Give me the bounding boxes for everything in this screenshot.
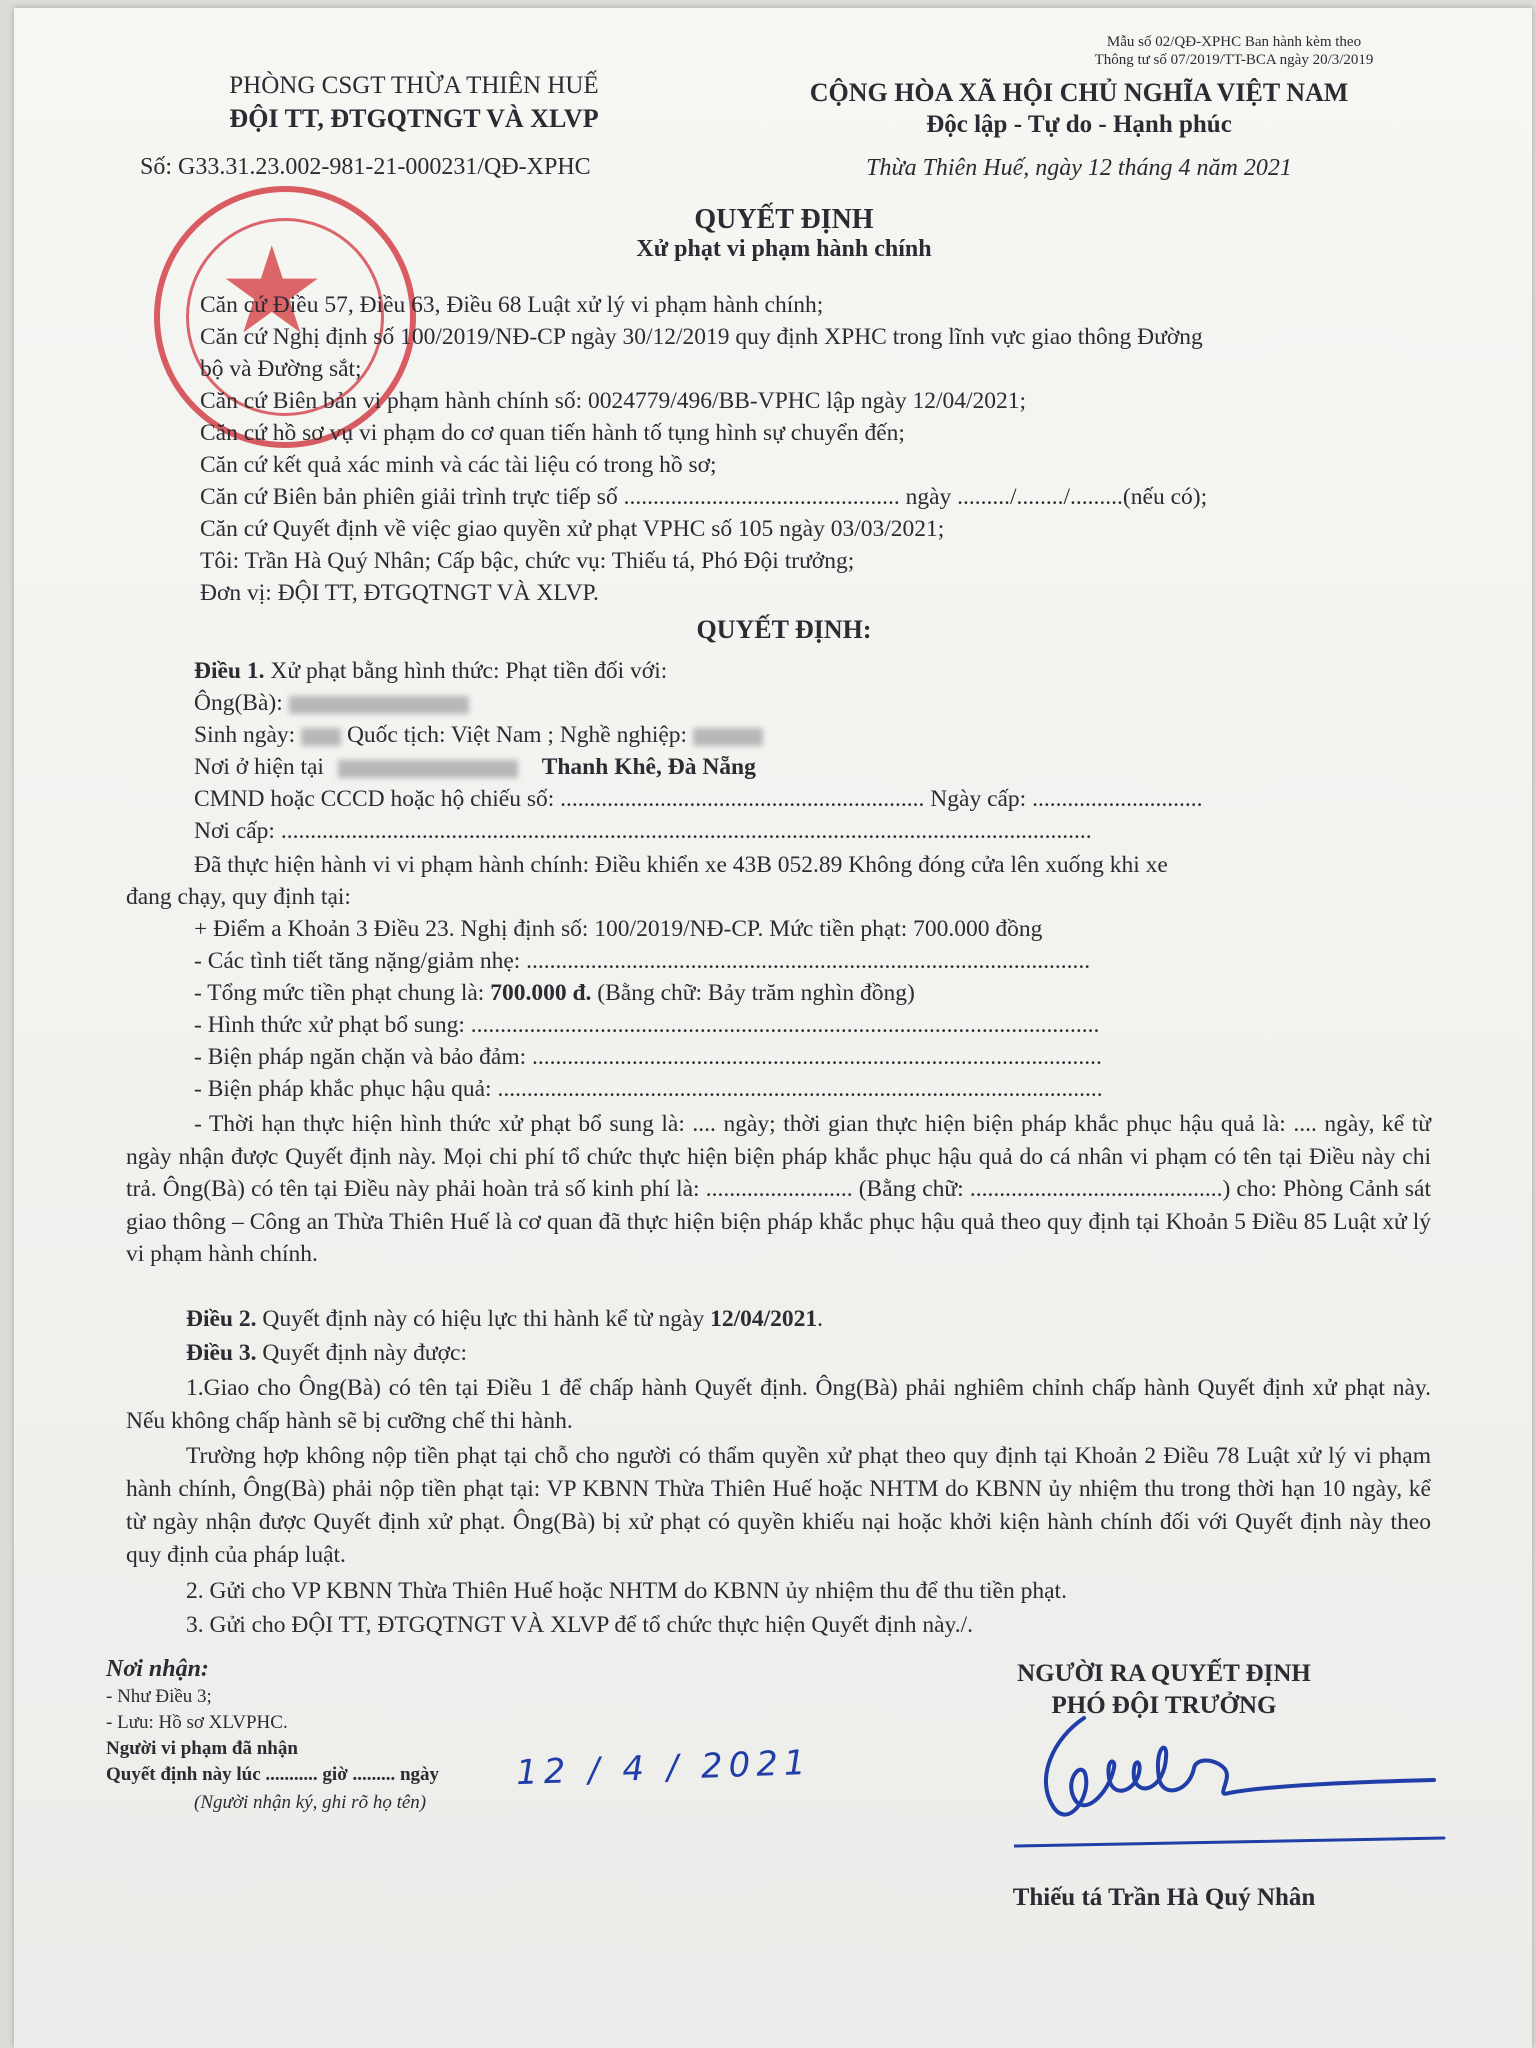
prevention-measures: - Biện pháp ngăn chặn và bảo đảm: ................................................................................................. [194, 1044, 1102, 1070]
preamble-line: Căn cứ Biên bản vi phạm hành chính số: 0024779/496/BB-VPHC lập ngày 12/04/2021; [200, 388, 1027, 414]
received-time: Quyết định này lúc ........... giờ ......... ngày [106, 1764, 440, 1785]
preamble-line: Tôi: Trần Hà Quý Nhân; Cấp bậc, chức vụ: Thiếu tá, Phó Đội trưởng; [200, 548, 855, 574]
unit-name: ĐỘI TT, ĐTGQTNGT VÀ XLVP [229, 104, 599, 133]
violation-line: đang chạy, quy định tại: [126, 884, 351, 910]
agency-name: PHÒNG CSGT THỪA THIÊN HUẾ [229, 72, 599, 99]
preamble-line: Căn cứ Nghị định số 100/2019/NĐ-CP ngày 30/12/2019 quy định XPHC trong lĩnh vực giao thông Đường [200, 324, 1203, 350]
motto: Độc lập - Tự do - Hạnh phúc [926, 111, 1232, 138]
article3-item3: 3. Gửi cho ĐỘI TT, ĐTGQTNGT VÀ XLVP để tổ chức thực hiện Quyết định này./. [186, 1612, 974, 1638]
article3-item2: 2. Gửi cho VP KBNN Thừa Thiên Huế hoặc NHTM do KBNN ủy nhiệm thu để thu tiền phạt. [186, 1578, 1067, 1604]
country-name: CỘNG HÒA XÃ HỘI CHỦ NGHĨA VIỆT NAM [809, 78, 1349, 107]
preamble-line: Căn cứ Biên bản phiên giải trình trực tiếp số ............................................... ngày ........./......../.........(nếu có); [200, 484, 1208, 510]
preamble-line: Đơn vị: ĐỘI TT, ĐTGQTNGT VÀ XLVP. [200, 580, 599, 606]
additional-penalty: - Hình thức xử phạt bổ sung: ........................................................................................................... [194, 1012, 1100, 1038]
violator-birth: Sinh ngày: Quốc tịch: Việt Nam ; Nghề nghiệp: [194, 720, 763, 750]
total-fine: - Tổng mức tiền phạt chung là: 700.000 đ. (Bằng chữ: Bảy trăm nghìn đồng) [194, 980, 915, 1006]
article2: Điều 2. Quyết định này có hiệu lực thi hành kể từ ngày 12/04/2021. [186, 1306, 824, 1332]
deadline-paragraph: - Thời hạn thực hiện hình thức xử phạt bổ sung là: .... ngày; thời gian thực hiện biện pháp khắc phục hậu quả là: .... ngày, kể từ ngày nhận được Quyết định này. Mọi chi phí tổ chức thực hiện biện pháp khắc phục hậu quả do cá nhân vi phạm có tên tại Điều này chi trả. Ông(Bà) có tên tại Điều này phải hoàn trả số kinh phí là: ......................... (Bằng chữ: ...........................................) cho: Phòng Cảnh sát giao thông – Công an Thừa Thiên Huế là cơ quan đã thực hiện biện pháp khắc phục hậu quả theo quy định tại Khoản 5 Điều 85 Luật xử lý vi phạm hành chính. [126, 1111, 1431, 1267]
doc-title: QUYẾT ĐỊNH [694, 204, 874, 235]
decision-heading: QUYẾT ĐỊNH: [696, 615, 872, 644]
stamp-star-icon: ★ [218, 225, 326, 358]
violator-residence: Nơi ở hiện tại Thanh Khê, Đà Nẵng [194, 754, 756, 780]
violation-line: Đã thực hiện hành vi vi phạm hành chính: Điều khiển xe 43B 052.89 Không đóng cửa lên xuống khi xe [194, 852, 1168, 878]
issue-date: Thừa Thiên Huế, ngày 12 tháng 4 năm 2021 [866, 155, 1292, 181]
payment-paragraph: Trường hợp không nộp tiền phạt tại chỗ cho người có thẩm quyền xử phạt theo quy định tại Khoản 2 Điều 78 Luật xử lý vi phạm hành chính, Ông(Bà) phải nộp tiền phạt tại: VP KBNN Thừa Thiên Huế hoặc NHTM do KBNN ủy nhiệm thu trong thời hạn 10 ngày, kể từ ngày nhận được Quyết định xử phạt. Ông(Bà) bị xử phạt có quyền khiếu nại hoặc khởi kiện hành chính đối với Quyết định này theo quy định của pháp luật. [126, 1443, 1431, 1568]
signer-name: Thiếu tá Trần Hà Quý Nhân [1012, 1884, 1316, 1911]
form-reference [1044, 33, 1424, 69]
id-number-line: CMND hoặc CCCD hoặc hộ chiếu số: .............................................................. Ngày cấp: ............................. [194, 786, 1203, 812]
received-note: (Người nhận ký, ghi rõ họ tên) [194, 1792, 427, 1813]
recipient-item: - Lưu: Hồ sơ XLVPHC. [106, 1712, 288, 1733]
remedial-measures: - Biện pháp khắc phục hậu quả: ....................................................................................................... [194, 1076, 1103, 1102]
signer-title: PHÓ ĐỘI TRƯỞNG [1051, 1692, 1277, 1719]
document-page [14, 8, 1532, 2048]
article3-heading: Điều 3. Quyết định này được: [186, 1340, 468, 1366]
handwritten-receipt-date: 12 / 4 / 2021 [515, 1742, 813, 1794]
form-ref-line1: Mẫu số 02/QĐ-XPHC Ban hành kèm theo [1106, 34, 1362, 50]
preamble-line: Căn cứ hồ sơ vụ vi phạm do cơ quan tiến hành tố tụng hình sự chuyển đến; [200, 420, 905, 446]
redacted-name [289, 696, 469, 714]
doc-subtitle: Xử phạt vi phạm hành chính [636, 236, 932, 262]
preamble-line: bộ và Đường sắt; [200, 356, 362, 382]
recipient-item: - Như Điều 3; [106, 1686, 212, 1707]
preamble-line: Căn cứ Quyết định về việc giao quyền xử phạt VPHC số 105 ngày 03/03/2021; [200, 516, 945, 542]
received-label: Người vi phạm đã nhận [106, 1738, 298, 1759]
issued-place-line: Nơi cấp: .......................................................................................................................................... [194, 818, 1092, 844]
article1-heading: Điều 1. Xử phạt bằng hình thức: Phạt tiền đối với: [194, 658, 668, 684]
article3-item1: 1.Giao cho Ông(Bà) có tên tại Điều 1 để chấp hành Quyết định. Ông(Bà) phải nghiêm chỉnh chấp hành Quyết định xử phạt này. Nếu không chấp hành sẽ bị cưỡng chế thi hành. [126, 1375, 1431, 1434]
signer-role: NGƯỜI RA QUYẾT ĐỊNH [1017, 1660, 1311, 1687]
recipients-title: Nơi nhận: [106, 1656, 209, 1682]
aggravating-factors: - Các tình tiết tăng nặng/giảm nhẹ: ................................................................................................ [194, 948, 1091, 974]
decision-number: Số: G33.31.23.002-981-21-000231/QĐ-XPHC [140, 154, 591, 180]
legal-clause: + Điểm a Khoản 3 Điều 23. Nghị định số: 100/2019/NĐ-CP. Mức tiền phạt: 700.000 đồng [194, 916, 1043, 942]
violator-name: Ông(Bà): [194, 688, 469, 718]
form-ref-line2: Thông tư số 07/2019/TT-BCA ngày 20/3/2019 [1094, 52, 1374, 68]
signature [1014, 1698, 1454, 1848]
preamble-line: Căn cứ Điều 57, Điều 63, Điều 68 Luật xử lý vi phạm hành chính; [200, 292, 824, 318]
preamble-line: Căn cứ kết quả xác minh và các tài liệu có trong hồ sơ; [200, 452, 717, 478]
